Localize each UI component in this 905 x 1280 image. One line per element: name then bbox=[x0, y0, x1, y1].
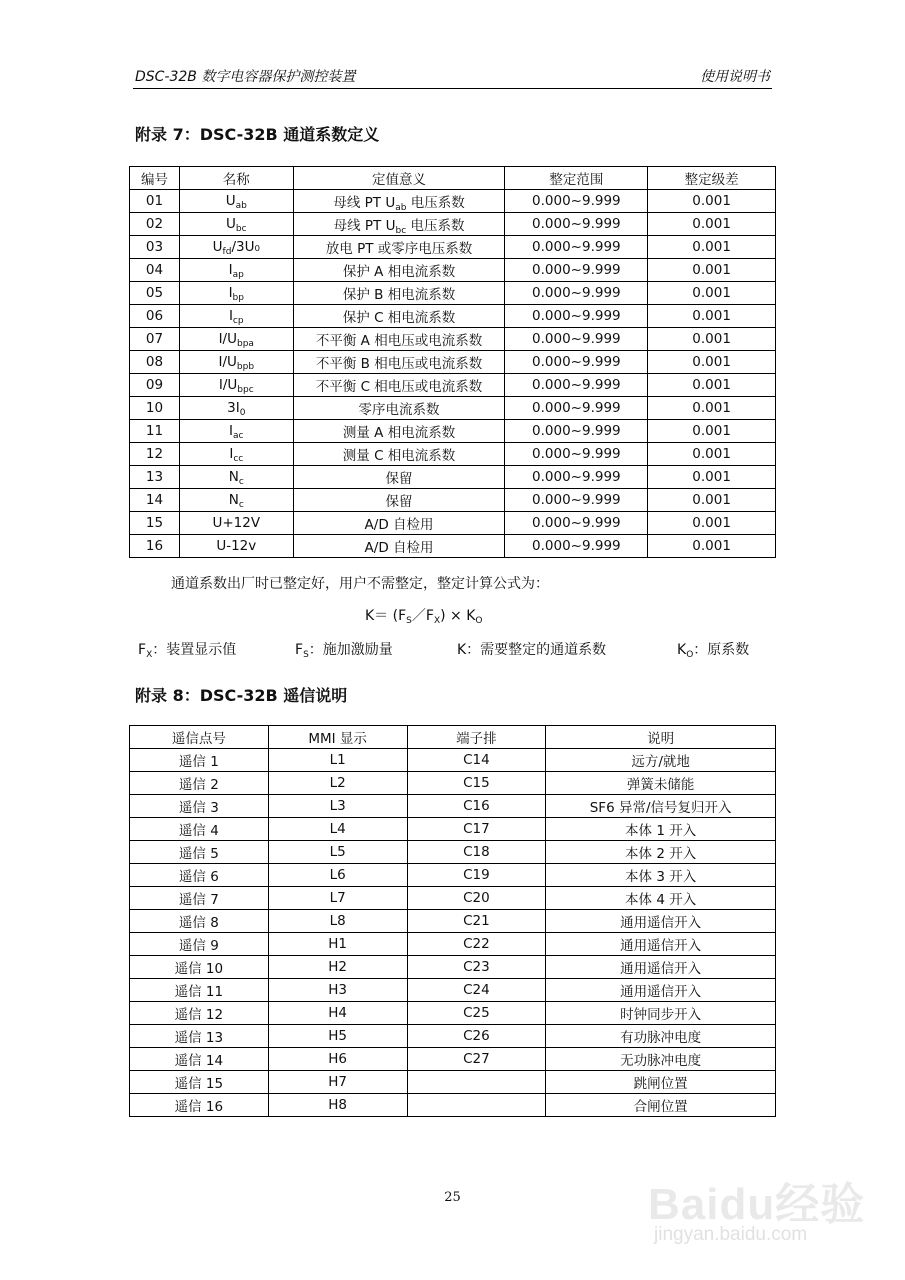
col-header-range: 整定范围 bbox=[505, 167, 648, 190]
remote-signal-table bbox=[129, 725, 776, 1117]
cell-point: 遥信 11 bbox=[130, 979, 269, 1002]
table-row bbox=[130, 259, 776, 282]
cell-range: 0.000~9.999 bbox=[505, 328, 648, 351]
cell-mmi: L8 bbox=[268, 910, 407, 933]
cell-mmi: L5 bbox=[268, 841, 407, 864]
cell-range: 0.000~9.999 bbox=[505, 282, 648, 305]
cell-mmi: L6 bbox=[268, 864, 407, 887]
def-fx: $F_X$：装置显示值 bbox=[138, 642, 237, 660]
table-row bbox=[130, 1094, 776, 1117]
cell-range: 0.000~9.999 bbox=[505, 351, 648, 374]
cell-step: 0.001 bbox=[648, 351, 776, 374]
cell-name: $I_{cp}$ bbox=[179, 305, 293, 328]
cell-meaning: 保护 C 相电流系数 bbox=[293, 305, 505, 328]
cell-number: 12 bbox=[130, 443, 180, 466]
cell-number: 08 bbox=[130, 351, 180, 374]
col-header-name: 名称 bbox=[179, 167, 293, 190]
cell-description: 时钟同步开入 bbox=[546, 1002, 776, 1025]
cell-name: $I_{bp}$ bbox=[179, 282, 293, 305]
cell-terminal bbox=[407, 1094, 546, 1117]
cell-meaning: A/D 自检用 bbox=[293, 535, 505, 558]
cell-meaning: 不平衡 C 相电压或电流系数 bbox=[293, 374, 505, 397]
cell-description: 通用遥信开入 bbox=[546, 910, 776, 933]
cell-number: 05 bbox=[130, 282, 180, 305]
cell-mmi: H7 bbox=[268, 1071, 407, 1094]
cell-name: $N_c$ bbox=[179, 466, 293, 489]
table-row bbox=[130, 818, 776, 841]
cell-point: 遥信 8 bbox=[130, 910, 269, 933]
cell-mmi: H2 bbox=[268, 956, 407, 979]
cell-terminal: C16 bbox=[407, 795, 546, 818]
cell-name: $N_c$ bbox=[179, 489, 293, 512]
cell-meaning: 保护 A 相电流系数 bbox=[293, 259, 505, 282]
table-row bbox=[130, 956, 776, 979]
col-header-point: 遥信点号 bbox=[130, 726, 269, 749]
cell-meaning: 母线 PT $U_{ab}$ 电压系数 bbox=[293, 190, 505, 213]
table-row bbox=[130, 910, 776, 933]
cell-range: 0.000~9.999 bbox=[505, 489, 648, 512]
cell-number: 16 bbox=[130, 535, 180, 558]
table-row bbox=[130, 489, 776, 512]
cell-number: 04 bbox=[130, 259, 180, 282]
appendix8-title: 附录 8：DSC-32B 遥信说明 bbox=[135, 686, 348, 705]
cell-terminal: C14 bbox=[407, 749, 546, 772]
cell-range: 0.000~9.999 bbox=[505, 374, 648, 397]
table-row bbox=[130, 535, 776, 558]
table-row bbox=[130, 236, 776, 259]
cell-description: 远方/就地 bbox=[546, 749, 776, 772]
cell-point: 遥信 7 bbox=[130, 887, 269, 910]
table-row bbox=[130, 772, 776, 795]
cell-name: $U_{bc}$ bbox=[179, 213, 293, 236]
cell-mmi: H3 bbox=[268, 979, 407, 1002]
cell-number: 02 bbox=[130, 213, 180, 236]
col-header-mmi: MMI 显示 bbox=[268, 726, 407, 749]
watermark-url: jingyan.baidu.com bbox=[654, 1224, 808, 1245]
table-row bbox=[130, 841, 776, 864]
cell-step: 0.001 bbox=[648, 512, 776, 535]
cell-description: SF6 异常/信号复归开入 bbox=[546, 795, 776, 818]
cell-step: 0.001 bbox=[648, 190, 776, 213]
cell-step: 0.001 bbox=[648, 282, 776, 305]
cell-terminal: C15 bbox=[407, 772, 546, 795]
cell-terminal: C27 bbox=[407, 1048, 546, 1071]
cell-mmi: H1 bbox=[268, 933, 407, 956]
table-row bbox=[130, 466, 776, 489]
cell-range: 0.000~9.999 bbox=[505, 512, 648, 535]
cell-number: 01 bbox=[130, 190, 180, 213]
cell-step: 0.001 bbox=[648, 213, 776, 236]
cell-name: $U_{ab}$ bbox=[179, 190, 293, 213]
cell-name: $I_{ac}$ bbox=[179, 420, 293, 443]
cell-terminal: C21 bbox=[407, 910, 546, 933]
cell-point: 遥信 3 bbox=[130, 795, 269, 818]
cell-terminal: C18 bbox=[407, 841, 546, 864]
table-row bbox=[130, 328, 776, 351]
cell-description: 本体 3 开入 bbox=[546, 864, 776, 887]
table-header-row bbox=[130, 167, 776, 190]
table-row bbox=[130, 887, 776, 910]
cell-point: 遥信 15 bbox=[130, 1071, 269, 1094]
cell-name: $3I_0$ bbox=[179, 397, 293, 420]
cell-name: U+12V bbox=[179, 512, 293, 535]
cell-step: 0.001 bbox=[648, 466, 776, 489]
page-number: 25 bbox=[444, 1190, 461, 1205]
table-row bbox=[130, 190, 776, 213]
cell-name: $I/U_{bpc}$ bbox=[179, 374, 293, 397]
cell-step: 0.001 bbox=[648, 328, 776, 351]
table-row bbox=[130, 374, 776, 397]
cell-point: 遥信 2 bbox=[130, 772, 269, 795]
def-fs: $F_S$：施加激励量 bbox=[295, 642, 393, 660]
cell-number: 14 bbox=[130, 489, 180, 512]
table-row bbox=[130, 443, 776, 466]
cell-number: 15 bbox=[130, 512, 180, 535]
table-row bbox=[130, 420, 776, 443]
cell-description: 通用遥信开入 bbox=[546, 979, 776, 1002]
cell-description: 通用遥信开入 bbox=[546, 933, 776, 956]
table-row bbox=[130, 933, 776, 956]
cell-number: 13 bbox=[130, 466, 180, 489]
cell-range: 0.000~9.999 bbox=[505, 190, 648, 213]
cell-point: 遥信 1 bbox=[130, 749, 269, 772]
cell-range: 0.000~9.999 bbox=[505, 305, 648, 328]
cell-name: $I_{cc}$ bbox=[179, 443, 293, 466]
def-k: K：需要整定的通道系数 bbox=[457, 642, 607, 658]
def-ko: $K_O$：原系数 bbox=[677, 642, 750, 660]
cell-terminal: C17 bbox=[407, 818, 546, 841]
cell-point: 遥信 12 bbox=[130, 1002, 269, 1025]
cell-point: 遥信 5 bbox=[130, 841, 269, 864]
cell-terminal: C20 bbox=[407, 887, 546, 910]
table-row bbox=[130, 1025, 776, 1048]
table-row bbox=[130, 305, 776, 328]
cell-step: 0.001 bbox=[648, 259, 776, 282]
cell-step: 0.001 bbox=[648, 397, 776, 420]
cell-name: $I/U_{bpa}$ bbox=[179, 328, 293, 351]
table-row bbox=[130, 282, 776, 305]
cell-description: 本体 4 开入 bbox=[546, 887, 776, 910]
channel-coefficient-table bbox=[129, 166, 776, 558]
col-header-number: 编号 bbox=[130, 167, 180, 190]
col-header-terminal: 端子排 bbox=[407, 726, 546, 749]
cell-meaning: 零序电流系数 bbox=[293, 397, 505, 420]
cell-step: 0.001 bbox=[648, 489, 776, 512]
cell-mmi: H6 bbox=[268, 1048, 407, 1071]
cell-step: 0.001 bbox=[648, 535, 776, 558]
table-row bbox=[130, 213, 776, 236]
cell-mmi: L1 bbox=[268, 749, 407, 772]
cell-description: 弹簧未储能 bbox=[546, 772, 776, 795]
cell-point: 遥信 9 bbox=[130, 933, 269, 956]
cell-terminal: C25 bbox=[407, 1002, 546, 1025]
cell-range: 0.000~9.999 bbox=[505, 236, 648, 259]
cell-range: 0.000~9.999 bbox=[505, 535, 648, 558]
cell-number: 07 bbox=[130, 328, 180, 351]
cell-step: 0.001 bbox=[648, 305, 776, 328]
table-row bbox=[130, 1071, 776, 1094]
cell-step: 0.001 bbox=[648, 374, 776, 397]
cell-range: 0.000~9.999 bbox=[505, 443, 648, 466]
table-row bbox=[130, 1048, 776, 1071]
cell-terminal: C26 bbox=[407, 1025, 546, 1048]
cell-terminal: C22 bbox=[407, 933, 546, 956]
col-header-step: 整定级差 bbox=[648, 167, 776, 190]
appendix7-title: 附录 7：DSC-32B 通道系数定义 bbox=[135, 125, 380, 144]
baidu-watermark bbox=[640, 1140, 890, 1250]
cell-mmi: H4 bbox=[268, 1002, 407, 1025]
cell-description: 无功脉冲电度 bbox=[546, 1048, 776, 1071]
cell-meaning: 母线 PT $U_{bc}$ 电压系数 bbox=[293, 213, 505, 236]
cell-step: 0.001 bbox=[648, 420, 776, 443]
page-header bbox=[133, 62, 772, 89]
cell-meaning: 测量 A 相电流系数 bbox=[293, 420, 505, 443]
cell-description: 有功脉冲电度 bbox=[546, 1025, 776, 1048]
cell-range: 0.000~9.999 bbox=[505, 259, 648, 282]
table-row bbox=[130, 979, 776, 1002]
col-header-description: 说明 bbox=[546, 726, 776, 749]
cell-point: 遥信 14 bbox=[130, 1048, 269, 1071]
cell-range: 0.000~9.999 bbox=[505, 213, 648, 236]
table-header-row bbox=[130, 726, 776, 749]
table-row bbox=[130, 512, 776, 535]
watermark-brand: Baidu经验 bbox=[648, 1180, 866, 1229]
cell-meaning: 保留 bbox=[293, 466, 505, 489]
table-row bbox=[130, 864, 776, 887]
cell-terminal: C23 bbox=[407, 956, 546, 979]
cell-point: 遥信 4 bbox=[130, 818, 269, 841]
coefficient-note: 通道系数出厂时已整定好，用户不需整定，整定计算公式为： bbox=[171, 576, 549, 592]
cell-description: 本体 1 开入 bbox=[546, 818, 776, 841]
cell-name: $I/U_{bpb}$ bbox=[179, 351, 293, 374]
table-row bbox=[130, 795, 776, 818]
cell-terminal bbox=[407, 1071, 546, 1094]
cell-mmi: L3 bbox=[268, 795, 407, 818]
table-row bbox=[130, 351, 776, 374]
cell-mmi: H8 bbox=[268, 1094, 407, 1117]
cell-name: $I_{ap}$ bbox=[179, 259, 293, 282]
cell-description: 跳闸位置 bbox=[546, 1071, 776, 1094]
cell-step: 0.001 bbox=[648, 236, 776, 259]
col-header-meaning: 定值意义 bbox=[293, 167, 505, 190]
cell-number: 03 bbox=[130, 236, 180, 259]
cell-mmi: H5 bbox=[268, 1025, 407, 1048]
cell-number: 11 bbox=[130, 420, 180, 443]
cell-point: 遥信 13 bbox=[130, 1025, 269, 1048]
cell-meaning: 保留 bbox=[293, 489, 505, 512]
cell-meaning: 放电 PT 或零序电压系数 bbox=[293, 236, 505, 259]
cell-mmi: L2 bbox=[268, 772, 407, 795]
formula: $K= (F_S/F_X) \times K_O$ bbox=[365, 608, 483, 626]
cell-terminal: C24 bbox=[407, 979, 546, 1002]
cell-point: 遥信 16 bbox=[130, 1094, 269, 1117]
cell-meaning: 测量 C 相电流系数 bbox=[293, 443, 505, 466]
cell-meaning: 不平衡 B 相电压或电流系数 bbox=[293, 351, 505, 374]
cell-mmi: L4 bbox=[268, 818, 407, 841]
cell-number: 10 bbox=[130, 397, 180, 420]
cell-number: 06 bbox=[130, 305, 180, 328]
cell-terminal: C19 bbox=[407, 864, 546, 887]
cell-meaning: 保护 B 相电流系数 bbox=[293, 282, 505, 305]
cell-description: 合闸位置 bbox=[546, 1094, 776, 1117]
cell-number: 09 bbox=[130, 374, 180, 397]
cell-name: $U_{fd}/3U_0$ bbox=[179, 236, 293, 259]
cell-description: 本体 2 开入 bbox=[546, 841, 776, 864]
cell-step: 0.001 bbox=[648, 443, 776, 466]
cell-meaning: A/D 自检用 bbox=[293, 512, 505, 535]
table-row bbox=[130, 1002, 776, 1025]
cell-range: 0.000~9.999 bbox=[505, 466, 648, 489]
cell-description: 通用遥信开入 bbox=[546, 956, 776, 979]
cell-name: U-12v bbox=[179, 535, 293, 558]
cell-range: 0.000~9.999 bbox=[505, 397, 648, 420]
cell-point: 遥信 6 bbox=[130, 864, 269, 887]
cell-mmi: L7 bbox=[268, 887, 407, 910]
cell-meaning: 不平衡 A 相电压或电流系数 bbox=[293, 328, 505, 351]
table-row bbox=[130, 397, 776, 420]
cell-point: 遥信 10 bbox=[130, 956, 269, 979]
header-manual-label: 使用说明书 bbox=[700, 69, 770, 85]
cell-range: 0.000~9.999 bbox=[505, 420, 648, 443]
header-doc-title: DSC-32B 数字电容器保护测控装置 bbox=[135, 69, 356, 85]
table-row bbox=[130, 749, 776, 772]
